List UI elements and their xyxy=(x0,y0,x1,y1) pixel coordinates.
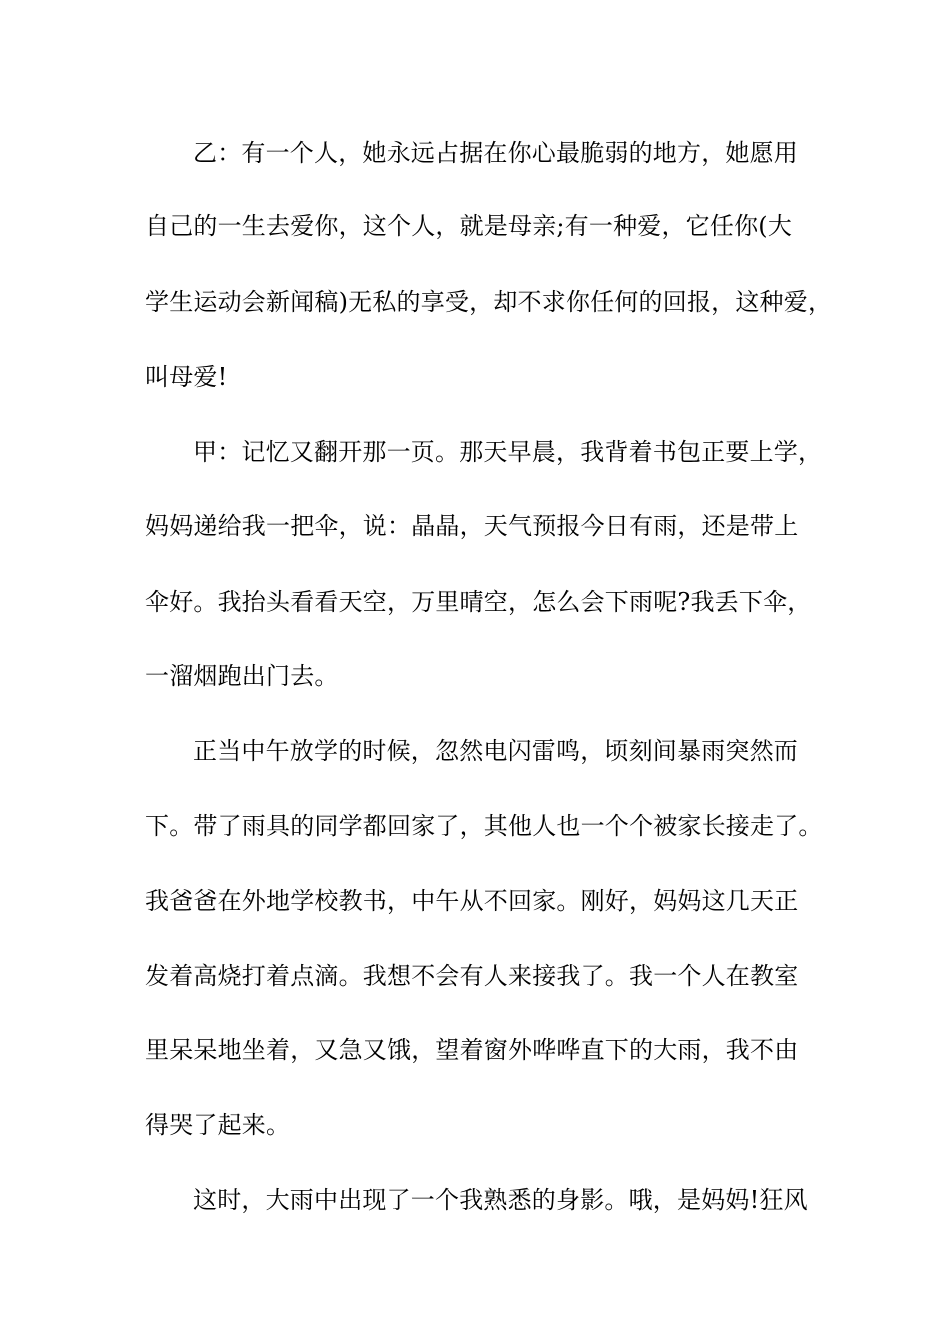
paragraph-line: 里呆呆地坐着，又急又饿，望着窗外哗哗直下的大雨，我不由 xyxy=(145,1036,799,1064)
paragraph-line: 下。带了雨具的同学都回家了，其他人也一个个被家长接走了。 xyxy=(145,812,823,840)
paragraph-line: 甲：记忆又翻开那一页。那天早晨，我背着书包正要上学， xyxy=(193,438,823,466)
paragraph-line: 这时，大雨中出现了一个我熟悉的身影。哦，是妈妈!狂风 xyxy=(193,1186,808,1214)
paragraph-line: 自己的一生去爱你，这个人，就是母亲;有一种爱，它任你(大 xyxy=(145,212,793,240)
paragraph-line: 我爸爸在外地学校教书，中午从不回家。刚好，妈妈这几天正 xyxy=(145,887,799,915)
paragraph-line: 学生运动会新闻稿)无私的享受，却不求你任何的回报，这种爱， xyxy=(145,288,833,316)
paragraph-line: 得哭了起来。 xyxy=(145,1111,291,1139)
paragraph-line: 乙：有一个人，她永远占据在你心最脆弱的地方，她愿用 xyxy=(193,139,798,167)
paragraph-line: 妈妈递给我一把伞，说：晶晶，天气预报今日有雨，还是带上 xyxy=(145,512,799,540)
paragraph-line: 正当中午放学的时候，忽然电闪雷鸣，顷刻间暴雨突然而 xyxy=(193,737,798,765)
paragraph-line: 伞好。我抬头看看天空，万里晴空，怎么会下雨呢?我丢下伞， xyxy=(145,588,812,616)
paragraph-line: 一溜烟跑出门去。 xyxy=(145,662,339,690)
paragraph-line: 发着高烧打着点滴。我想不会有人来接我了。我一个人在教室 xyxy=(145,962,799,990)
paragraph-line: 叫母爱! xyxy=(145,363,228,391)
